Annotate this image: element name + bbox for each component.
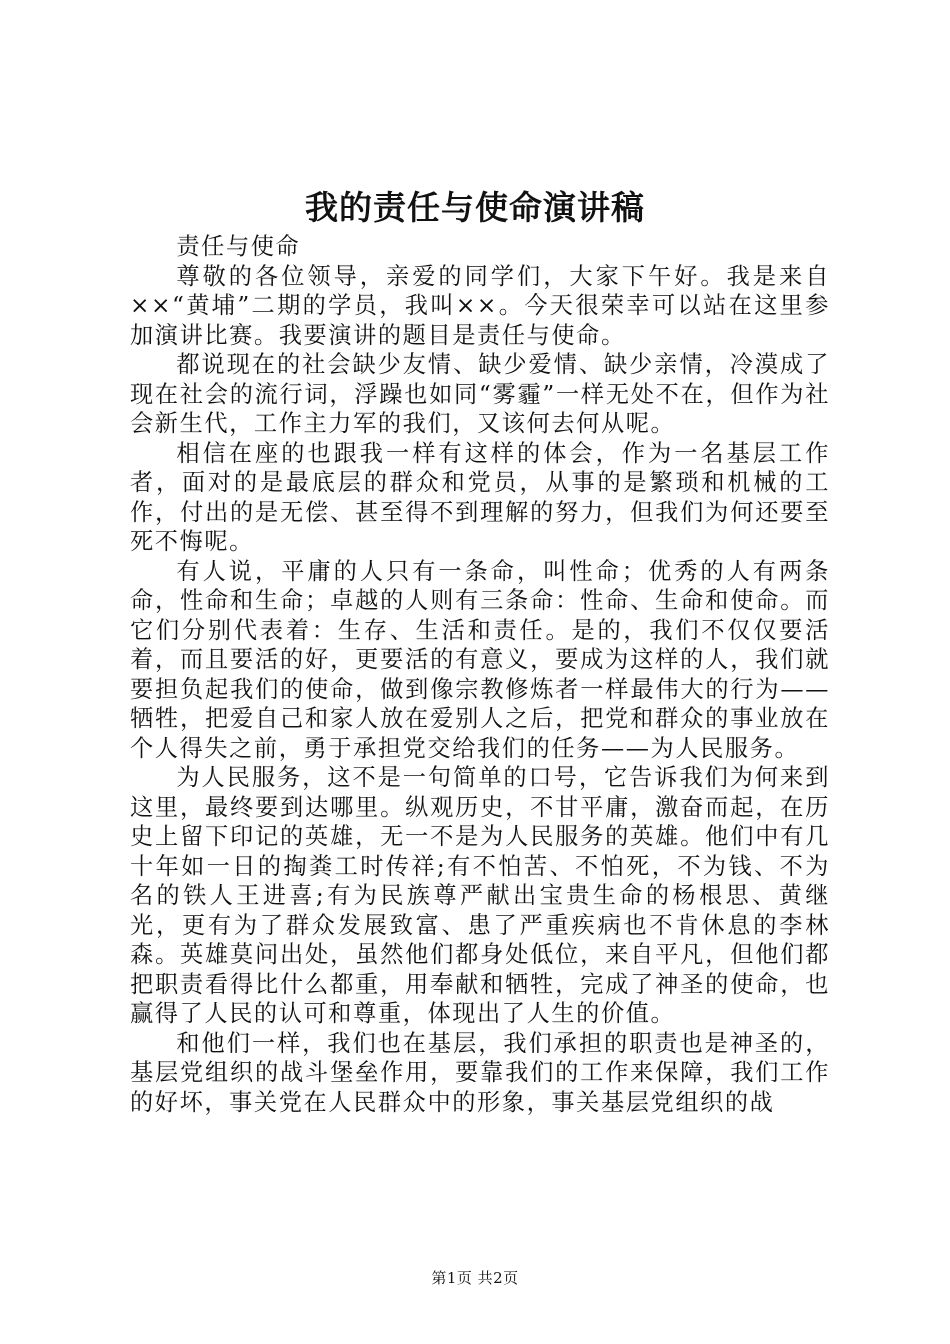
paragraph: 为人民服务，这不是一句简单的口号，它告诉我们为何来到这里，最终要到达哪里。纵观历史，不甘平庸，激奋而起，在历史上留下印记的英雄，无一不是为人民服务的英雄。他们中有几十年如一日的掏粪工时传祥;有不怕苦、不怕死，不为钱、不为名的铁人王进喜;有为民族尊严献出宝贵生命的杨根思、黄继光，更有为了群众发展致富、患了严重疾病也不肯休息的李林森。英雄莫问出处，虽然他们都身处低位，来自平凡，但他们都把职责看得比什么都重，用奉献和牺牲，完成了神圣的使命，也赢得了人民的认可和尊重，体现出了人生的价值。 (130, 764, 830, 1027)
paragraph: 都说现在的社会缺少友情、缺少爱情、缺少亲情，冷漠成了现在社会的流行词，浮躁也如同“雾霾”一样无处不在，但作为社会新生代，工作主力军的我们，又该何去何从呢。 (130, 351, 830, 437)
paragraph: 尊敬的各位领导，亲爱的同学们，大家下午好。我是来自××“黄埔”二期的学员，我叫××。今天很荣幸可以站在这里参加演讲比赛。我要演讲的题目是责任与使命。 (130, 262, 830, 349)
page-footer: 第1页 共2页 (431, 1269, 519, 1287)
document-body (130, 232, 830, 1117)
paragraph-heading: 责任与使命 (176, 233, 301, 260)
paragraph: 和他们一样，我们也在基层，我们承担的职责也是神圣的，基层党组织的战斗堡垒作用，要靠我们的工作来保障，我们工作的好坏，事关党在人民群众中的形象，事关基层党组织的战 (130, 1029, 830, 1116)
paragraph: 有人说，平庸的人只有一条命，叫性命；优秀的人有两条命，性命和生命；卓越的人则有三条命：性命、生命和使命。而它们分别代表着：生存、生活和责任。是的，我们不仅仅要活着，而且要活的好，更要活的有意义，要成为这样的人，我们就要担负起我们的使命，做到像宗教修炼者一样最伟大的行为——牺牲，把爱自己和家人放在爱别人之后，把党和群众的事业放在个人得失之前，勇于承担党交给我们的任务——为人民服务。 (130, 557, 830, 762)
paragraph: 相信在座的也跟我一样有这样的体会，作为一名基层工作者，面对的是最底层的群众和党员，从事的是繁琐和机械的工作，付出的是无偿、甚至得不到理解的努力，但我们为何还要至死不悔呢。 (130, 439, 830, 555)
page-title: 我的责任与使命演讲稿 (305, 188, 645, 227)
